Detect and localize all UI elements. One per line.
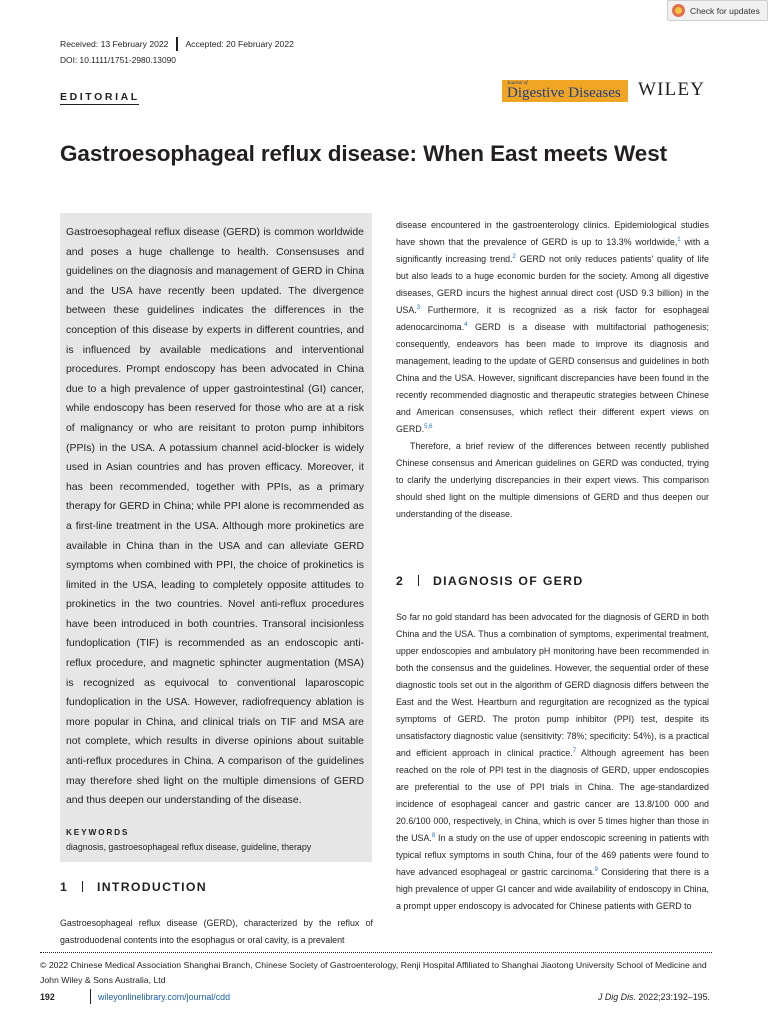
- article-title: Gastroesophageal reflux disease: When East meets West: [60, 141, 668, 166]
- section-number: 1: [60, 880, 69, 894]
- citation: [598, 992, 710, 1002]
- received-date: Received: 13 February 2022: [60, 39, 169, 49]
- diagnosis-text: [396, 609, 709, 915]
- citation-journal: J Dig Dis.: [597, 992, 636, 1002]
- article-dates: [60, 37, 294, 51]
- introduction-text-right: [396, 217, 709, 523]
- article-type: EDITORIAL: [60, 91, 140, 103]
- citation-details: 2022;23:192–195.: [635, 992, 710, 1002]
- paragraph: Gastroesophageal reflux disease (GERD), characterized by the reflux of gastroduodenal contents into the esophagus or oral cavity, is a prevalent: [60, 918, 373, 946]
- paragraph: So far no gold standard has been advocated for the diagnosis of GERD in both China and the USA. Thus a combination of symptoms, experimental treatment, upper endoscopies and ambulatory pH monitoring have been recommended in both the consensus and the guidelines. However, the sequential order of these diagnostic tools set out in the algorithm of GERD diagnosis differs between the East and the West. Heartburn and regurgitation are recognized as the typical symptoms of GERD. The proton pump inhibitor (PPI) test, despite its unsatisfactory diagnostic value (sensitivity: 78%; specificity: 54%), is a practical and efficient approach in clinical practice.$^7$ Although agreement has been reached on the role of PPI test in the diagnosis of GERD, upper endoscopies are preferential to the use of PPI trials in China. The age-standardized incidence of esophageal cancer and gastric cancer are 13.8/100 000 and 20.6/100 000, respectively, in China, which is over 5 times higher than those in the USA.$^8$ In a study on the use of upper endoscopic screening in patients with typical reflux symptoms in south China, four of the 469 patients were found to have advanced esophageal or gastric carcinoma.$^9$ Considering that there is a high prevalence of upper GI cancer and wide availability of endoscopy in China, a prompt upper endoscopy is advocated for Chinese patients with GERD to: [396, 612, 709, 912]
- journal-url-link[interactable]: wileyonlinelibrary.com/journal/cdd: [98, 992, 231, 1002]
- section-title: INTRODUCTION: [97, 880, 207, 894]
- abstract-text: Gastroesophageal reflux disease (GERD) is common worldwide and poses a huge challenge to health. Consensuses and guidelines on the diagnosis and management of GERD in China and the USA have recently been updated. The divergence between these guidelines indicates the differences in the conception of this disease by experts in different countries, and is influenced by available medications and interventional procedures. Prompt endoscopy has been advocated in China due to a high prevalence of upper gastrointestinal (GI) cancer, while endoscopy has been reserved for those who are at a risk of malignancy or who are reisitant to proton pump inhibitors (PPIs) in the USA. A potassium channel acid-blocker is widely used in Asian countries and has proven efficacy. Moreover, it has been recommended, together with PPIs, as a primary therapy for GERD in China; while PPI alone is recommended as a first-line treatment in the USA. Although more prokinetics are available in China than in the USA and can alleviate GERD symptoms when combined with PPI, the choice of prokinetics is limited in the USA, leading to completely opposite attitudes to prokinetics in the two countries. Novel anti-reflux procedures have been introduced in both countries. Transoral incisionless fundoplication (TIF) is recommended as an endoscopic anti-reflux procedure, and magnetic sphincter augmentation (MSA) is recognized as equivocal to conventional laparoscopic fundoplication in the USA. However, radiofrequency ablation is more popular in China, and clinical trials on TIF and MSA are not complete, which results in diverse opinions about suitable anti-reflux procedures in China. A comparison of the guidelines may therefore shed light on the multiple dimensions of GERD and thus deepen our understanding of the disease.: [66, 227, 364, 807]
- journal-logo-prefix: Journal of: [507, 81, 528, 86]
- doi: DOI: 10.1111/1751-2980.13090: [60, 55, 176, 65]
- article-type-underline: [60, 104, 139, 105]
- citation-link[interactable]: 9: [594, 867, 598, 874]
- footer-divider: [40, 952, 712, 953]
- copyright-notice: © 2022 Chinese Medical Association Shanghai Branch, Chinese Society of Gastroenterology, Renji Hospital Affiliated to Shanghai Jiaotong University School of Medicine and John Wiley & Sons Australia, Ltd: [40, 960, 707, 985]
- introduction-text-left: [60, 915, 373, 949]
- section-heading-diagnosis: [396, 574, 584, 588]
- publisher-logo: WILEY: [638, 79, 706, 100]
- paragraph: disease encountered in the gastroenterology clinics. Epidemiological studies have shown that the prevalence of GERD is up to 13.3% worldwide,$^1$ with a significantly increasing trend.$^2$ GERD not only reduces patients' quality of life but also leads to a huge economic burden for the society. Among all digestive diseases, GERD incurs the highest annual direct cost (USD 9.3 billion) in the USA.$^3$ Furthermore, it is recognized as a risk factor for esophageal adenocarcinoma.$^4$ GERD is a disease with multifactorial pathogenesis; consequently, endeavors has been made to improve its diagnosis and management, leading to the update of GERD consensus and guidelines in both China and the USA. However, significant discrepancies have been found in the recently recommended diagnostic and therapeutic strategies between Chinese and American consensuses, which reflect their different expert views on GERD.$^{5,6}$: [396, 220, 709, 435]
- crossmark-icon: [672, 4, 685, 17]
- accepted-date: Accepted: 20 February 2022: [185, 39, 294, 49]
- paragraph: Therefore, a brief review of the differences between recently published Chinese consensus and American guidelines on GERD was conducted, trying to clarify the underlying discrepancies in their expert views. This comparison should shed light on the multiple dimensions of GERD and thus deepen our understanding of the disease.: [396, 441, 709, 520]
- section-number: 2: [396, 574, 405, 588]
- page-number: 192: [40, 992, 55, 1002]
- section-title: DIAGNOSIS OF GERD: [433, 574, 584, 588]
- journal-logo: [502, 80, 628, 102]
- citation-link[interactable]: 1: [677, 237, 681, 244]
- page-number-divider: [90, 989, 91, 1004]
- citation-link[interactable]: 4: [464, 322, 468, 329]
- citation-link[interactable]: 8: [431, 833, 436, 840]
- section-heading-introduction: [60, 880, 207, 894]
- citation-link[interactable]: 5,6: [424, 424, 433, 431]
- section-divider: [82, 881, 83, 892]
- keywords-heading: KEYWORDS: [66, 827, 130, 837]
- citation-link[interactable]: 7: [572, 748, 577, 755]
- journal-logo-name: Digestive Diseases: [507, 85, 621, 101]
- date-divider: [176, 37, 178, 51]
- check-for-updates-label: Check for updates: [690, 5, 760, 16]
- citation-link[interactable]: 2: [512, 254, 516, 261]
- citation-link[interactable]: 3: [416, 305, 421, 312]
- section-divider: [418, 575, 419, 586]
- keywords-text: diagnosis, gastroesophageal reflux disease, guideline, therapy: [66, 842, 312, 852]
- check-for-updates-button[interactable]: [667, 0, 768, 21]
